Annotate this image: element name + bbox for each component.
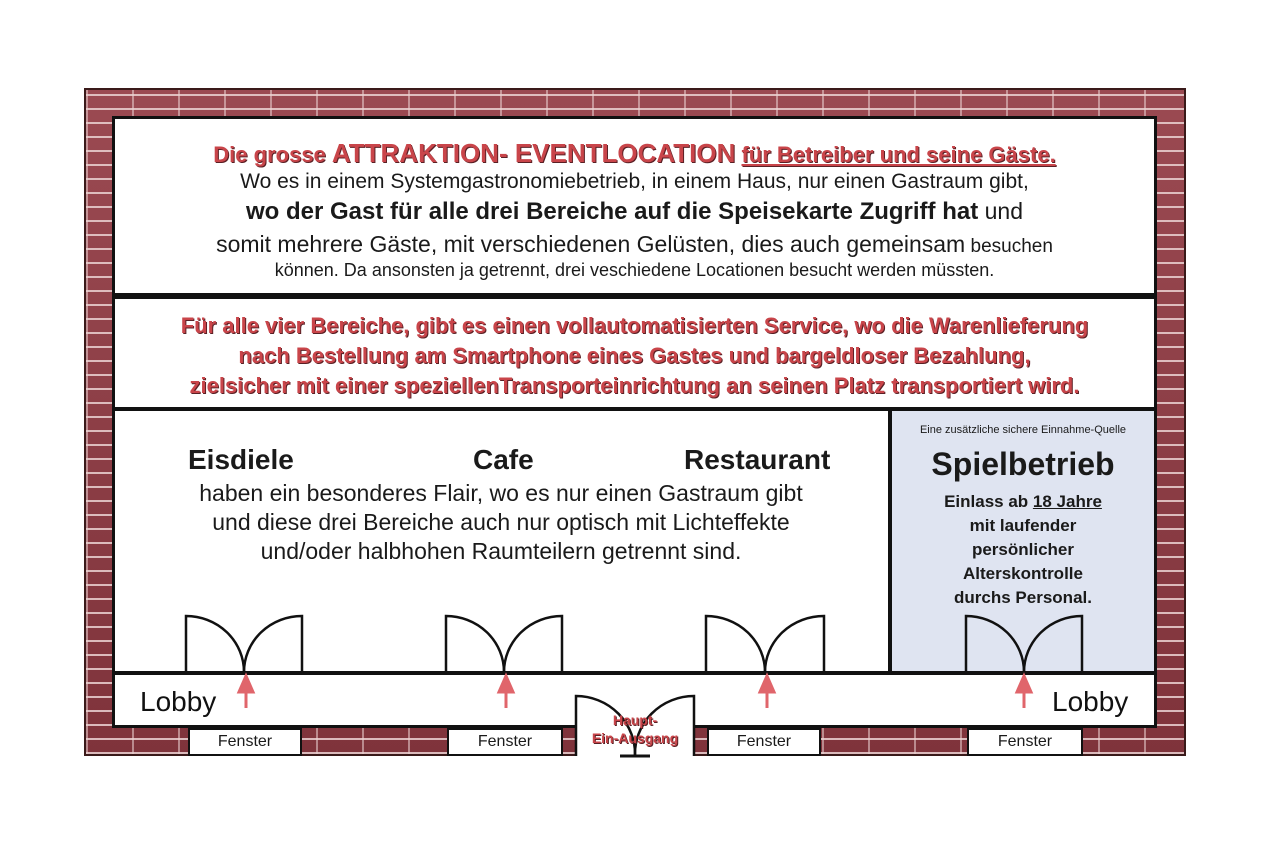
lobby-label-left: Lobby [140, 686, 217, 717]
main-entrance-label-1: Haupt- [612, 712, 658, 728]
intro-line-3-rest: und [978, 198, 1023, 224]
area-eisdiele: Eisdiele [188, 444, 294, 475]
window-1: Fenster [188, 728, 302, 756]
spiel-line-4: Alterskontrolle [963, 564, 1083, 583]
window-3: Fenster [707, 728, 821, 756]
window-2: Fenster [447, 728, 563, 756]
door-eisdiele-right-icon [244, 616, 302, 672]
door-cafe-right-icon [504, 616, 562, 672]
intro-line-2: Wo es in einem Systemgastronomiebetrieb, in einem Haus, nur einen Gastraum gibt, [240, 170, 1029, 193]
spiel-line-1-a: Einlass ab [944, 492, 1033, 511]
intro-line-5: können. Da ansonsten ja getrennt, drei veschiedene Locationen besucht werden müssten. [274, 260, 995, 280]
spiel-note: Eine zusätzliche sichere Einnahme-Quelle [919, 424, 1127, 436]
headline-emphasis: ATTRAKTION- EVENTLOCATION [331, 138, 736, 168]
spiel-age: 18 Jahre [1032, 492, 1102, 511]
door-spiel-right-icon [1024, 616, 1082, 672]
intro-line-4-small: besuchen [965, 236, 1053, 257]
area-restaurant: Restaurant [684, 444, 831, 475]
door-restaurant-right-icon [765, 616, 824, 672]
intro-line-4-main: somit mehrere Gäste, mit verschiedenen Gelüsten, dies auch gemeinsam [216, 231, 966, 257]
door-cafe-icon [446, 616, 504, 672]
main-entrance-label-2: Ein-Ausgang [591, 730, 679, 746]
spiel-title: Spielbetrieb [931, 446, 1115, 482]
area-cafe: Cafe [473, 444, 534, 475]
headline-part-1: Die grosse [213, 142, 332, 167]
spiel-line-5: durchs Personal. [954, 588, 1092, 607]
spiel-line-3: persönlicher [971, 540, 1075, 559]
service-line-3: zielsicher mit einer speziellenTransporteinrichtung an seinen Platz transportiert wird. [189, 373, 1080, 398]
headline-underlined: für Betreiber und seine Gäste. [741, 142, 1056, 167]
service-line-1: Für alle vier Bereiche, gibt es einen vollautomatisierten Service, wo die Warenlieferung [180, 313, 1089, 338]
intro-line-3-bold: wo der Gast für alle drei Bereiche auf die Speisekarte Zugriff hat [246, 198, 979, 225]
door-spiel-icon [966, 616, 1024, 672]
service-line-2: nach Bestellung am Smartphone eines Gastes und bargeldloser Bezahlung, [238, 343, 1031, 368]
lobby-label-right: Lobby [1052, 686, 1129, 717]
spiel-line-2: mit laufender [969, 516, 1077, 535]
areas-desc-2: und diese drei Bereiche auch nur optisch mit Lichteffekte [212, 509, 790, 535]
window-4: Fenster [967, 728, 1083, 756]
door-eisdiele-icon [186, 616, 244, 672]
door-restaurant-icon [706, 616, 765, 672]
areas-desc-3: und/oder halbhohen Raumteilern getrennt sind. [260, 538, 742, 564]
areas-desc-1: haben ein besonderes Flair, wo es nur einen Gastraum gibt [199, 480, 803, 506]
